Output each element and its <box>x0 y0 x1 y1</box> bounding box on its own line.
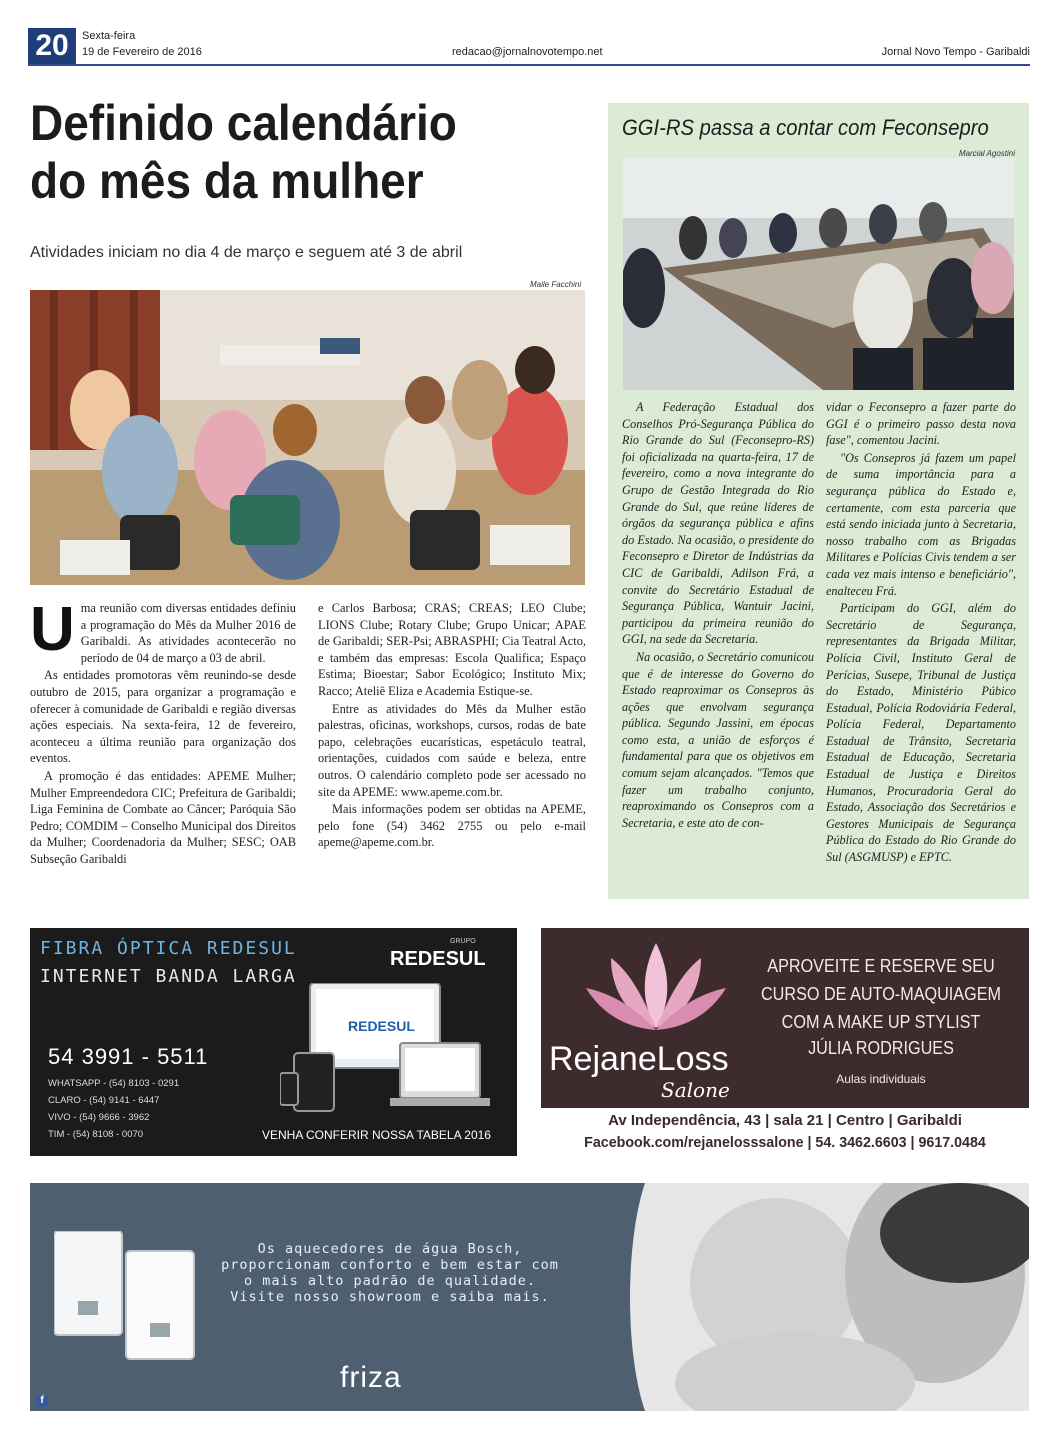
sidebar-paragraph: vidar o Feconsepro a fazer parte do GGI é o primeiro passo desta nova fase", comentou Jacini. <box>826 400 1016 448</box>
header-email-link[interactable]: redacao@jornalnovotempo.net <box>452 46 603 58</box>
main-paragraph: As entidades promotoras vêm reunindo-se desde outubro de 2015, para organizar a programação e oferecer à comunidade de Garibaldi e região diversas ações especiais. Na sexta-feira, 12 de fevereiro, aconteceu a última reunião para organização dos eventos. <box>30 668 296 766</box>
devices-illustration <box>280 983 510 1128</box>
main-photo-credit: Maile Facchini <box>530 280 582 289</box>
salone-logo-text: Salone <box>661 1078 730 1102</box>
rejane-loss-ad[interactable] <box>541 928 1029 1158</box>
rejane-address: Av Independência, 43 | sala 21 | Centro | Garibaldi <box>608 1112 962 1129</box>
redesul-logo: REDESUL <box>390 948 486 970</box>
header-weekday: Sexta-feira <box>82 30 136 42</box>
sidebar-column-2 <box>826 399 1016 867</box>
redesul-subheadline: INTERNET BANDA LARGA <box>40 966 297 987</box>
friza-ad-text: Os aquecedores de água Bosch, proporcionam conforto e bem estar com o mais alto padrão de qualidade. Visite nosso showroom e saiba mais. <box>221 1241 559 1305</box>
redesul-headline: FIBRA ÓPTICA REDESUL <box>40 938 297 959</box>
redesul-footer: VENHA CONFERIR NOSSA TABELA 2016 <box>262 1128 491 1142</box>
main-paragraph <box>30 595 296 666</box>
rejane-contact[interactable]: Facebook.com/rejanelosssalone | 54. 3462.6603 | 9617.0484 <box>584 1134 986 1151</box>
water-heater-image <box>54 1231 204 1366</box>
lotus-icon <box>581 938 731 1043</box>
sidebar-paragraph: Na ocasião, o Secretário comunicou que é de interesse do Governo do Estado reaproximar os Consepros às ações que envolvam segurança pública. Segundo Jassini, em épocas como esta, a união de esforços é fundamental para que os objetivos em comum sejam alcançados. "Temos que fazer um trabalho conjunto, reaproximando os Consepros com a Secretaria, e este ato de con- <box>622 649 814 830</box>
headline-line-2: do mês da mulher <box>30 153 424 209</box>
rejane-loss-logo: RejaneLoss <box>549 1040 729 1078</box>
rejane-ad-line-3: COM A MAKE UP STYLIST <box>781 1012 981 1032</box>
sidebar-column-1 <box>622 399 814 832</box>
sidebar-box <box>608 103 1029 899</box>
headline-line-1: Definido calendário <box>30 95 457 151</box>
main-paragraph: Mais informações podem ser obtidas na APEME, pelo fone (54) 3462 2755 ou pelo e-mail apeme@apeme.com.br. <box>318 802 586 850</box>
main-headline <box>30 94 545 210</box>
sidebar-paragraph: "Os Consepros já fazem um papel de suma importância para a segurança pública do Estado e, certamente, com esta parceria que está sendo iniciada junto à Secretaria, nosso trabalho com as Brigadas Militares e Polícias Civis tendem a ser cada vez mais intenso e beneficiário", enalteceu Frá. <box>826 450 1016 598</box>
facebook-icon[interactable]: f <box>36 1395 48 1407</box>
meeting-photo <box>30 290 585 585</box>
redesul-group-label: GRUPO <box>450 938 476 945</box>
sidebar-paragraph: A Federação Estadual dos Conselhos Pró-Segurança Pública do Rio Grande do Sul (Feconsepro-RS) foi oficializada na quarta-feira, 17 de fevereiro, como a nova integrante do Grupo de Gestão Integrada do Rio Grande do Sul, que reúne líderes de órgãos da segurança pública e afins do Estado. Na ocasião, o presidente do Feconsepro e Diretor de Indústrias da CIC de Garibaldi, Adilson Frá, a convite do Secretário Estadual de Segurança Pública, Wantuir Jacini, participou da primeira reunião do GGI, na sede da Secretaria. <box>622 400 814 647</box>
vivo-contact: VIVO - (54) 9666 - 3962 <box>48 1112 150 1123</box>
rejane-ad-sub: Aulas individuais <box>836 1072 926 1086</box>
redesul-screen-label: REDESUL <box>348 1018 415 1034</box>
friza-logo: friza <box>340 1361 402 1394</box>
redesul-ad[interactable] <box>30 928 517 1156</box>
main-article-column-2 <box>318 600 586 852</box>
redesul-phone: 54 3991 - 5511 <box>48 1044 209 1069</box>
sidebar-title: GGI-RS passa a contar com Feconsepro <box>622 115 989 140</box>
ggi-meeting-photo <box>623 158 1014 390</box>
rejane-ad-line-1: APROVEITE E RESERVE SEU <box>767 956 995 976</box>
header-date: 19 de Fevereiro de 2016 <box>82 46 202 58</box>
whatsapp-contact: WHATSAPP - (54) 8103 - 0291 <box>48 1078 180 1089</box>
rejane-ad-line-4: JÚLIA RODRIGUES <box>808 1038 954 1058</box>
header-publication: Jornal Novo Tempo - Garibaldi <box>881 46 1030 58</box>
claro-contact: CLARO - (54) 9141 - 6447 <box>48 1095 160 1106</box>
sidebar-paragraph: Participam do GGI, além do Secretário de Segurança, representantes da Brigada Militar, Polícia Civil, Instituto Geral de Perícias, Susepe, Tribunal de Justiça do Estado, Ministério Púbico Estadual, Polícia Rodoviária Federal, Polícia Federal, Departamento Estadual de Trânsito, Secretaria Estadual de Educação, Secretaria Estadual de Justiça e Direitos Humanos, Procuradoria Geral do Estado, Associação dos Secretários e Gestores Municipais de Segurança Pública do Estado do Rio Grande do Sul (ASGMUSP) e EPTC. <box>826 601 1016 865</box>
sidebar-photo-credit: Marcial Agostini <box>958 149 1015 158</box>
rejane-ad-line-2: CURSO DE AUTO-MAQUIAGEM <box>760 984 1002 1004</box>
friza-ad[interactable] <box>30 1183 1029 1411</box>
main-paragraph: Entre as atividades do Mês da Mulher estão palestras, oficinas, workshops, cursos, rodas de bate papo, celebrações eucarísticas, espetáculo teatral, orientações, cuidados com saúde e beleza, entre outros. O calendário completo pode ser acessado no site da APEME: www.apeme.com.br. <box>318 701 586 799</box>
page-number: 20 <box>28 28 76 64</box>
main-paragraph: e Carlos Barbosa; CRAS; CREAS; LEO Clube; LIONS Clube; Rotary Clube; Grupo Unicar; APAE de Garibaldi; SER-Psi; ABRASPHI; Cia Teatral Acto, e também das empresas: Escola Qualifica; Espaço Estima; Bioestar; Sabor Ecológico; Instituto Mix; Racco; Ateliê Eliza e Academia Estique-se. <box>318 601 586 698</box>
drop-cap: U <box>30 595 75 664</box>
main-article-column-1 <box>30 595 296 869</box>
main-paragraph: A promoção é das entidades: APEME Mulher; Mulher Empreendedora CIC; Prefeitura de Garibaldi; Liga Feminina de Combate ao Câncer; Paróquia São Pedro; COMDIM – Conselho Municipal dos Direitos da Mulher; Coordenadoria da Mulher; SESC; OAB Subseção Garibaldi <box>30 768 296 866</box>
main-subhead: Atividades iniciam no dia 4 de março e seguem até 3 de abril <box>30 244 463 261</box>
mother-baby-photo <box>605 1183 1029 1411</box>
tim-contact: TIM - (54) 8108 - 0070 <box>48 1129 144 1140</box>
main-paragraph-text: ma reunião com diversas entidades definiu a programação do Mês da Mulher 2016 de Garibaldi. As atividades acontecerão no período de 04 de março a 03 de abril. <box>80 601 296 665</box>
page-header <box>28 28 1030 66</box>
